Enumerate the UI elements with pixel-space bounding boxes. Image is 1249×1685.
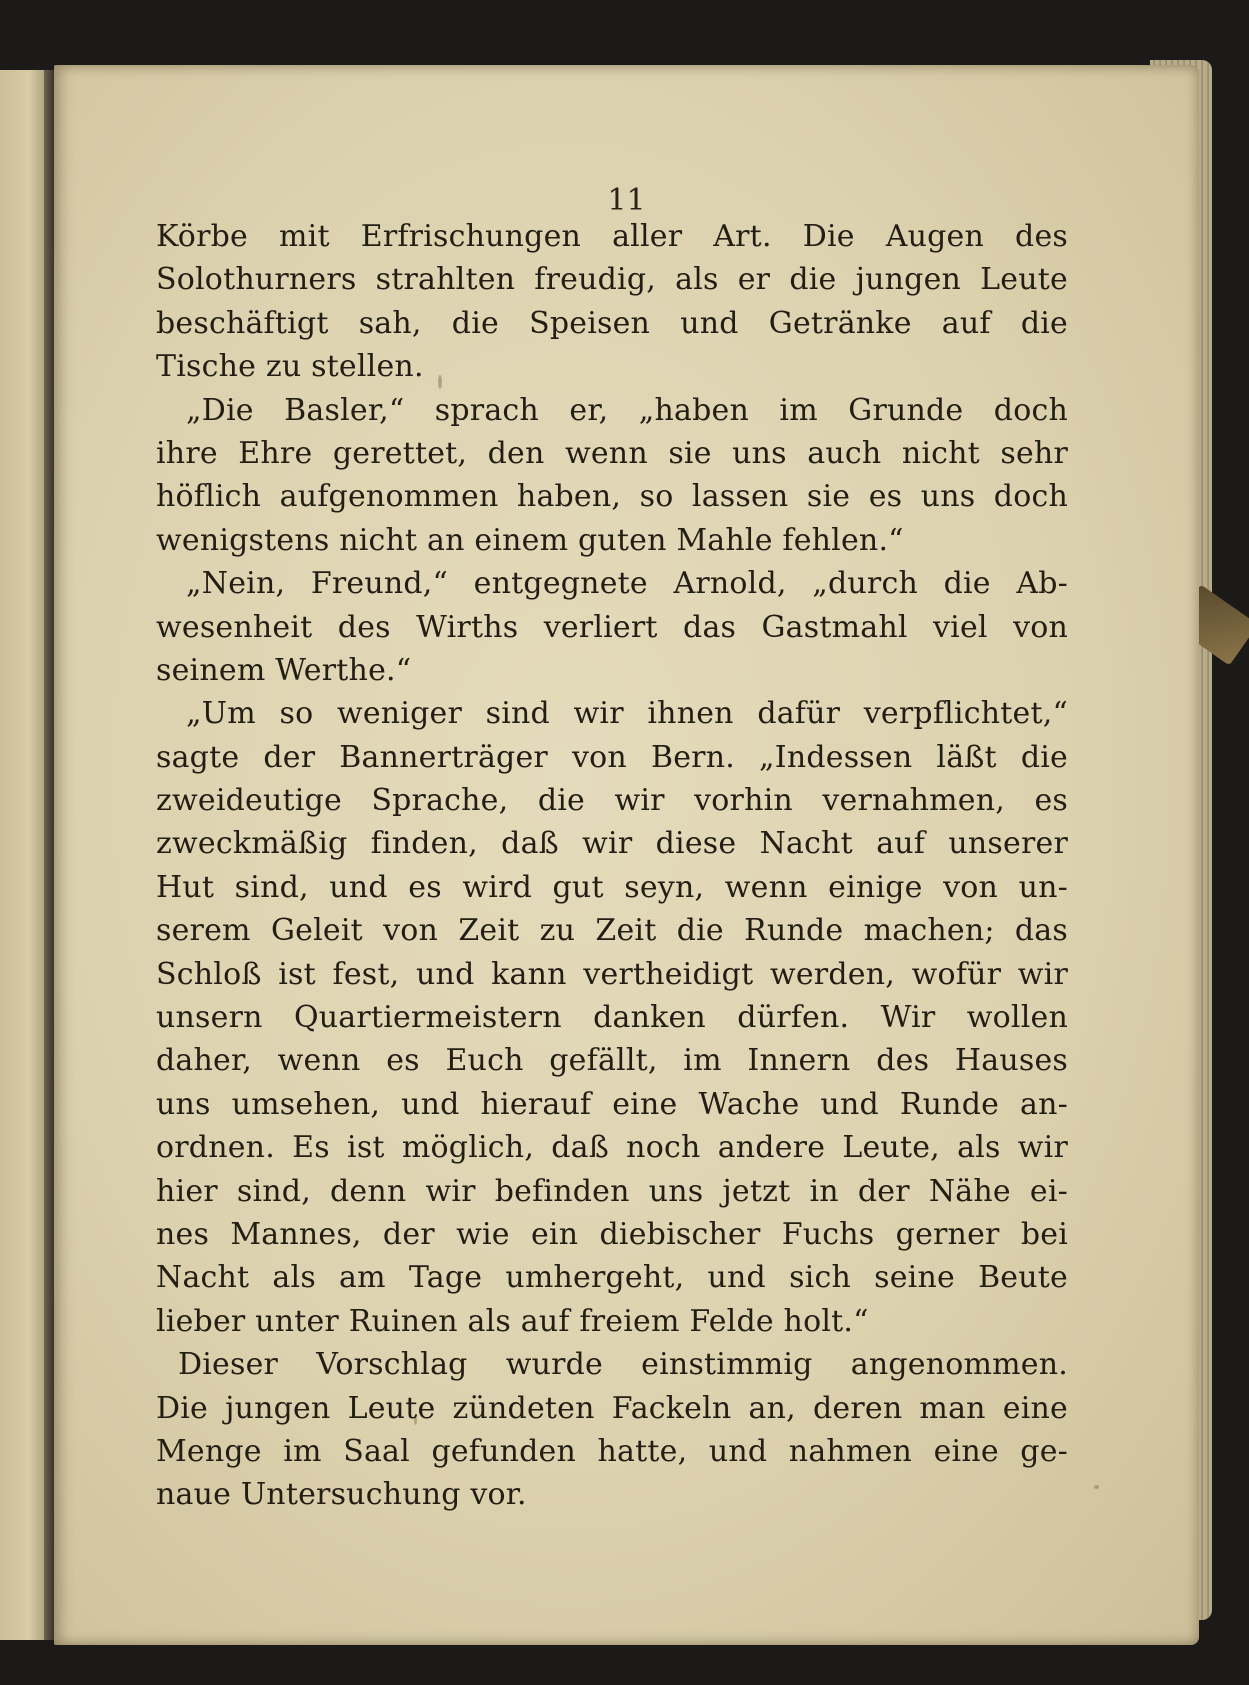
text-line: Solothurners strahlten freudig, als er die jungen Leute xyxy=(156,262,1068,298)
book-gutter xyxy=(44,70,54,1640)
text-line: höflich aufgenommen haben, so lassen sie es uns doch xyxy=(156,479,1068,515)
text-line: serem Geleit von Zeit zu Zeit die Runde machen; das xyxy=(156,913,1068,949)
text-line: „Die Basler,“ sprach er, „haben im Grunde doch xyxy=(186,392,1068,428)
text-line: hier sind, denn wir befinden uns jetzt in der Nähe ei- xyxy=(156,1173,1068,1209)
text-line: lieber unter Ruinen als auf freiem Felde holt.“ xyxy=(156,1303,869,1339)
text-line: „Um so weniger sind wir ihnen dafür verpflichtet,“ xyxy=(186,696,1068,732)
text-line: ihre Ehre gerettet, den wenn sie uns auch nicht sehr xyxy=(156,435,1068,471)
text-line: „Nein, Freund,“ entgegnete Arnold, „durch die Ab- xyxy=(186,566,1068,602)
text-line: Schloß ist fest, und kann vertheidigt werden, wofür wir xyxy=(156,956,1068,992)
text-line: seinem Werthe.“ xyxy=(156,652,412,688)
text-line: Dieser Vorschlag wurde einstimmig angenommen. xyxy=(178,1347,1068,1383)
text-line: Menge im Saal gefunden hatte, und nahmen eine ge- xyxy=(156,1433,1068,1469)
page-number: 11 xyxy=(607,183,646,218)
text-line: unsern Quartiermeistern danken dürfen. Wir wollen xyxy=(156,1000,1068,1036)
text-line: Körbe mit Erfrischungen aller Art. Die Augen des xyxy=(156,219,1068,254)
paper-speck xyxy=(1094,1485,1099,1489)
text-line: uns umsehen, und hierauf eine Wache und Runde an- xyxy=(156,1086,1068,1122)
text-line: naue Untersuchung vor. xyxy=(156,1477,527,1513)
right-page xyxy=(54,65,1199,1645)
text-line: daher, wenn es Euch gefällt, im Innern des Hauses xyxy=(156,1043,1068,1079)
text-line: beschäftigt sah, die Speisen und Getränke auf die xyxy=(156,305,1068,341)
text-line: Hut sind, und es wird gut seyn, wenn einige von un- xyxy=(156,869,1068,905)
text-line: wenigstens nicht an einem guten Mahle fehlen.“ xyxy=(156,522,904,558)
text-line: Die jungen Leute zündeten Fackeln an, deren man eine xyxy=(156,1390,1068,1426)
text-line: wesenheit des Wirths verliert das Gastmahl viel von xyxy=(156,609,1068,645)
text-line: sagte der Bannerträger von Bern. „Indessen läßt die xyxy=(156,739,1068,775)
text-line: nes Mannes, der wie ein diebischer Fuchs gerner bei xyxy=(156,1216,1068,1252)
text-line: zweideutige Sprache, die wir vorhin vernahmen, es xyxy=(156,783,1068,819)
left-page-edge xyxy=(0,70,48,1640)
text-line: Tische zu stellen. xyxy=(156,349,424,385)
text-line: zweckmäßig finden, daß wir diese Nacht auf unserer xyxy=(156,826,1068,862)
text-line: ordnen. Es ist möglich, daß noch andere Leute, als wir xyxy=(156,1130,1068,1166)
body-text xyxy=(156,215,1068,1517)
text-line: Nacht als am Tage umhergeht, und sich seine Beute xyxy=(156,1260,1068,1296)
